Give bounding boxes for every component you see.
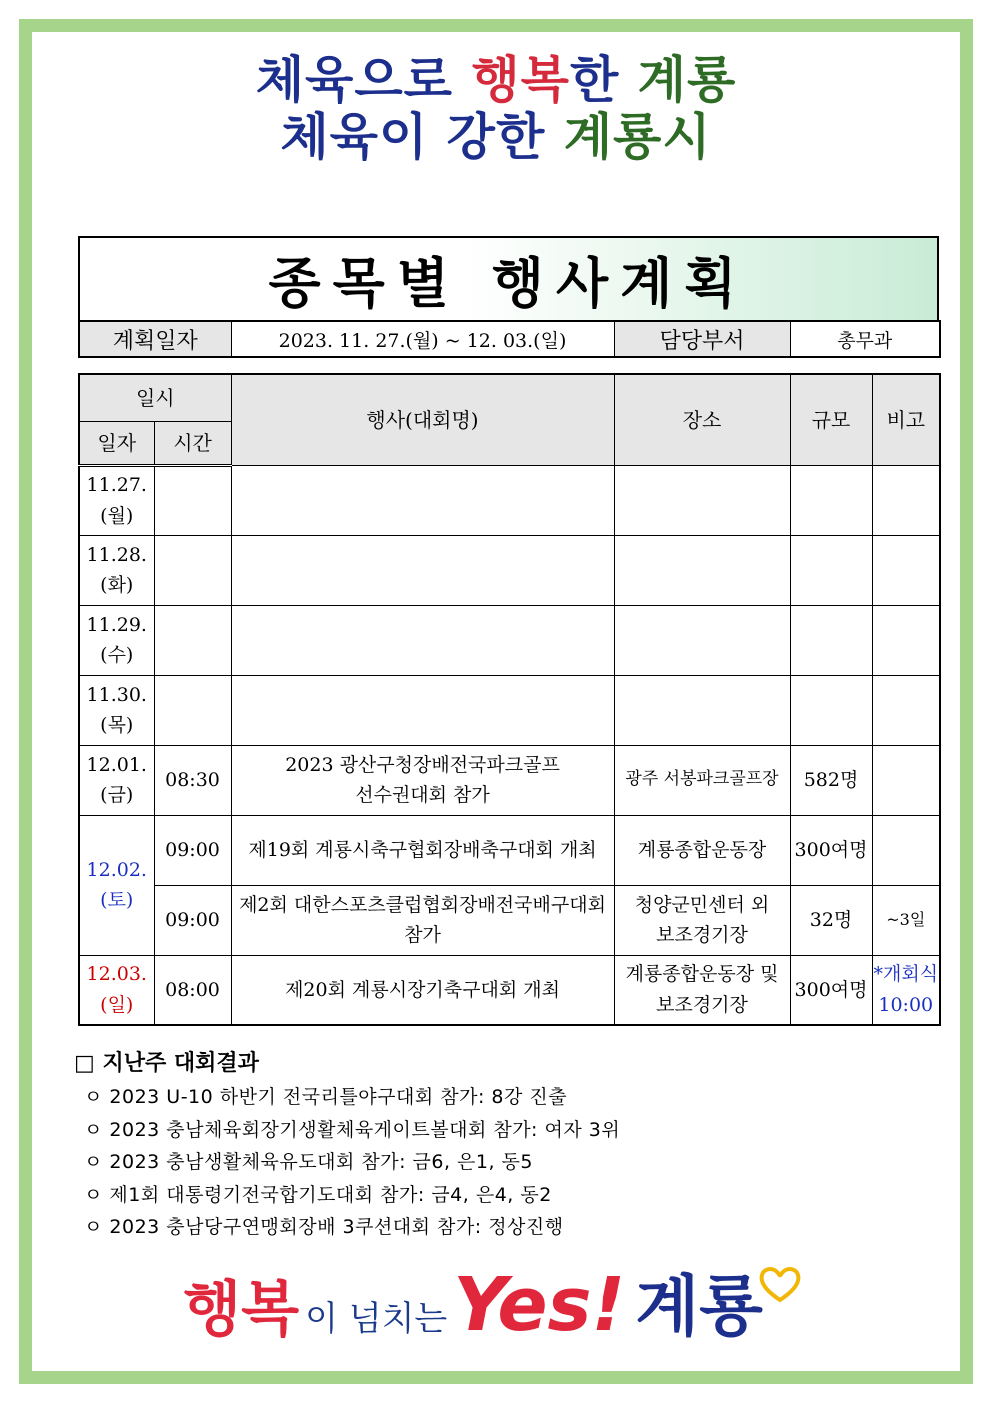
result-item: ㅇ 2023 충남생활체육유도대회 참가: 금6, 은1, 동5	[84, 1151, 534, 1173]
result-item: ㅇ 2023 충남당구연맹회장배 3쿠션대회 참가: 정상진행	[84, 1216, 564, 1238]
row-event: 제19회 계룡시축구협회장배축구대회 개최	[231, 815, 614, 885]
info-table	[78, 320, 941, 358]
row-time: 09:00	[154, 815, 231, 885]
row-place: 계룡종합운동장 및 보조경기장	[614, 955, 790, 1025]
footer-overflowing: 이 넘치는	[305, 1299, 448, 1339]
header-event: 행사(대회명)	[231, 374, 614, 465]
row-event: 2023 광산구청장배전국파크골프 선수권대회 참가	[231, 745, 614, 815]
document-title: 종목별 행사계획	[268, 251, 749, 315]
row-place: 계룡종합운동장	[614, 815, 790, 885]
row-note: *개회식 10:00	[872, 955, 940, 1025]
slogan-text: 체육이 강한	[280, 107, 564, 166]
table-row	[79, 745, 940, 815]
table-row	[79, 675, 940, 745]
row-date: 12.02. (토)	[79, 815, 154, 955]
table-row	[79, 605, 940, 675]
last-week-results	[74, 1047, 934, 1244]
slogan-city: 계룡시	[563, 107, 712, 166]
slogan-text: 한	[569, 50, 638, 109]
footer-gyeryong: 계룡	[635, 1267, 763, 1345]
row-place: 청양군민센터 외 보조경기장	[614, 885, 790, 955]
table-row	[79, 465, 940, 535]
row-date: 11.30. (목)	[79, 675, 154, 745]
header-scale: 규모	[790, 374, 872, 465]
dept-value: 총무과	[790, 321, 940, 357]
row-time: 08:00	[154, 955, 231, 1025]
row-date: 11.29. (수)	[79, 605, 154, 675]
result-item: ㅇ 제1회 대통령기전국합기도대회 참가: 금4, 은4, 동2	[84, 1183, 552, 1206]
row-date: 11.28. (화)	[79, 535, 154, 605]
header-datetime: 일시	[79, 374, 231, 421]
table-row	[79, 955, 940, 1025]
row-place: 광주 서봉파크골프장	[614, 745, 790, 815]
row-scale: 582명	[790, 745, 872, 815]
footer-happiness: 행복	[183, 1275, 300, 1345]
plan-date-value: 2023. 11. 27.(월) ~ 12. 03.(일)	[231, 321, 614, 357]
row-date: 12.01. (금)	[79, 745, 154, 815]
row-note	[872, 745, 940, 815]
table-row	[79, 885, 940, 955]
row-scale: 32명	[790, 885, 872, 955]
slogan-line-1	[0, 50, 992, 109]
header-place: 장소	[614, 374, 790, 465]
row-time: 09:00	[154, 885, 231, 955]
slogan-line-2	[0, 107, 992, 166]
row-note: ~3일	[872, 885, 940, 955]
table-row	[79, 535, 940, 605]
slogan-city: 계룡	[637, 50, 737, 109]
result-item: ㅇ 2023 U-10 하반기 전국리틀야구대회 참가: 8강 진출	[84, 1086, 568, 1108]
document-title-box	[78, 236, 939, 321]
row-scale: 300여명	[790, 955, 872, 1025]
header-date: 일자	[79, 421, 154, 465]
slogan-text: 체육으로	[255, 50, 472, 109]
dept-label: 담당부서	[614, 321, 790, 357]
row-time: 08:30	[154, 745, 231, 815]
plan-date-label: 계획일자	[79, 321, 231, 357]
row-event: 제2회 대한스포츠클럽협회장배전국배구대회 참가	[231, 885, 614, 955]
row-date: 12.03. (일)	[79, 955, 154, 1025]
table-row	[79, 815, 940, 885]
schedule-table	[78, 373, 941, 1026]
footer-logo	[0, 1258, 992, 1348]
row-event: 제20회 계룡시장기축구대회 개최	[231, 955, 614, 1025]
row-date: 11.27. (월)	[79, 465, 154, 535]
footer-yes: Yes!	[453, 1262, 626, 1348]
heart-icon	[757, 1264, 803, 1304]
row-note	[872, 815, 940, 885]
row-scale: 300여명	[790, 815, 872, 885]
result-item: ㅇ 2023 충남체육회장기생활체육게이트볼대회 참가: 여자 3위	[84, 1118, 621, 1141]
header-note: 비고	[872, 374, 940, 465]
header-time: 시간	[154, 421, 231, 465]
results-heading: □ 지난주 대회결과	[74, 1051, 259, 1076]
slogan-highlight: 행복	[471, 50, 570, 109]
